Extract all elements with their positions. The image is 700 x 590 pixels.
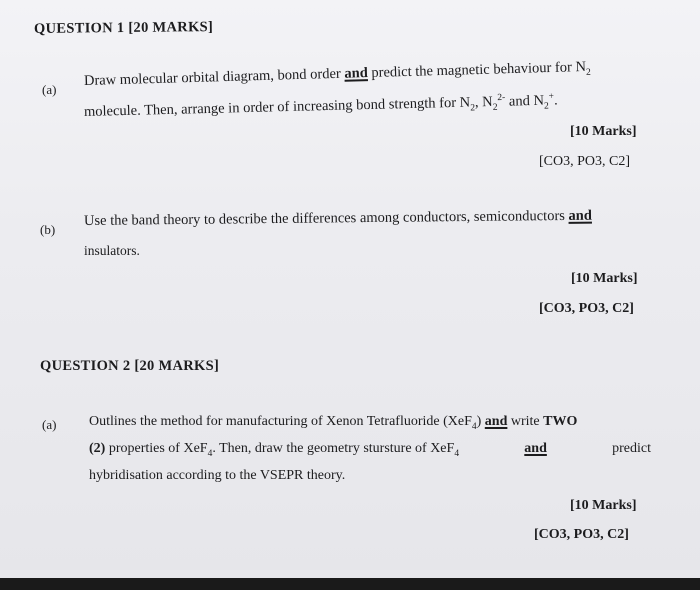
- q1b-marks: [10 Marks]: [571, 271, 638, 286]
- q1-part-b-label: (b): [40, 222, 56, 237]
- q1b-line-1: Use the band theory to describe the differences among conductors, semiconductors and: [83, 207, 592, 229]
- question-2-heading: QUESTION 2 [20 MARKS]: [40, 358, 220, 374]
- q1a-line-2: molecule. Then, arrange in order of increasing bond strength for $N_2$, $N_2^{2-}$ and $N_2^+$.: [83, 91, 558, 120]
- q2a-course-outcomes: [CO3, PO3, C2]: [534, 527, 629, 542]
- question-1-heading: QUESTION 1 [20 MARKS]: [33, 19, 214, 37]
- q1a-line-1: Draw molecular orbital diagram, bond order and predict the magnetic behaviour for $N_2$: [83, 58, 591, 89]
- q1b-line-2: insulators.: [84, 243, 140, 258]
- q2a-marks: [10 Marks]: [570, 498, 637, 513]
- q1a-marks: [10 Marks]: [570, 124, 637, 139]
- q1b-course-outcomes: [CO3, PO3, C2]: [539, 301, 634, 316]
- q2-part-a-label: (a): [42, 417, 57, 432]
- q2a-line-3: hybridisation according to the VSEPR theory.: [89, 468, 346, 483]
- q2a-line-2: (2) properties of XeF$_4$. Then, draw the geometry stursture of XeF$_4$ and predict: [89, 441, 651, 459]
- q2a-line-1: Outlines the method for manufacturing of Xenon Tetrafluoride (XeF$_4$) and write TWO: [89, 414, 578, 432]
- photo-bottom-edge: [0, 578, 700, 590]
- q1-part-a-label: (a): [42, 82, 57, 97]
- q1a-course-outcomes: [CO3, PO3, C2]: [539, 154, 631, 169]
